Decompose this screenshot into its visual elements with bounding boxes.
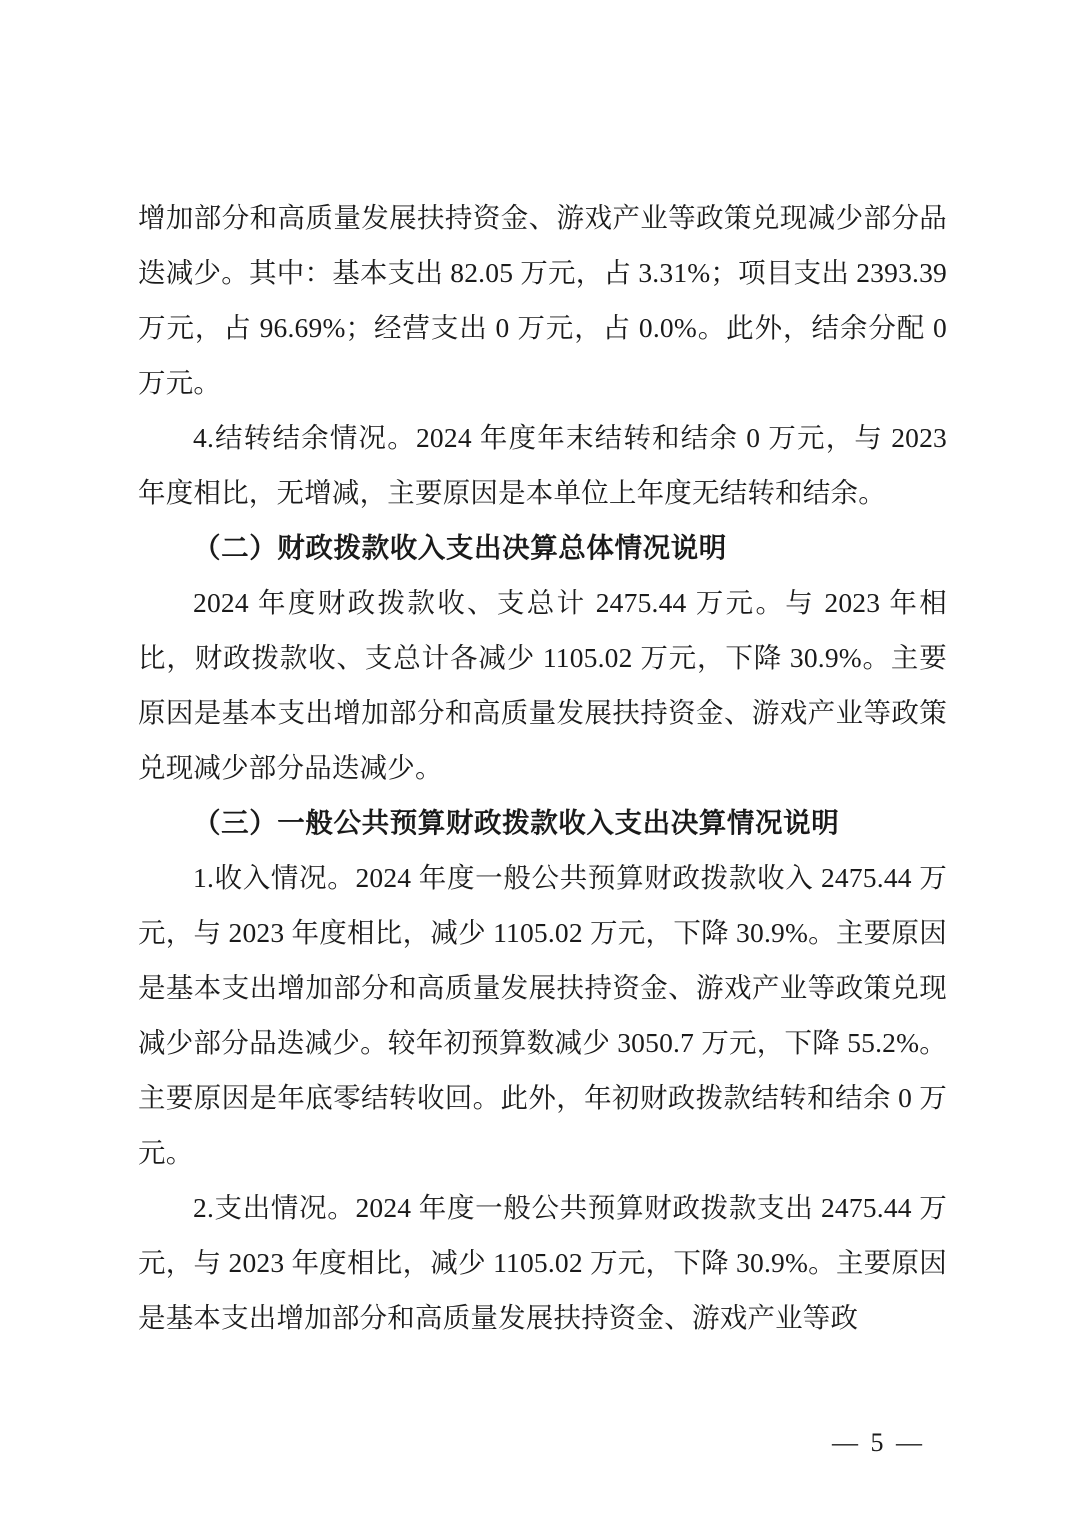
paragraph-income-situation: 1.收入情况。2024 年度一般公共预算财政拨款收入 2475.44 万元，与 2023 年度相比，减少 1105.02 万元，下降 30.9%。主要原因是基本支出增加部分和高质量发展扶持资金、游戏产业等政策兑现减少部分品迭减少。较年初预算数减少 3050.7 万元，下降 55.2%。主要原因是年底零结转收回。此外，年初财政拨款结转和结余 0 万元。: [138, 862, 947, 1168]
paragraph-fiscal-appropriation-overall: 2024 年度财政拨款收、支总计 2475.44 万元。与 2023 年相比，财政拨款收、支总计各减少 1105.02 万元，下降 30.9%。主要原因是基本支出增加部分和高质量发展扶持资金、游戏产业等政策兑现减少部分品迭减少。: [138, 587, 947, 783]
section-heading-general-public-budget: （三）一般公共预算财政拨款收入支出决算情况说明: [193, 807, 840, 838]
paragraph-expenditure-situation: 2.支出情况。2024 年度一般公共预算财政拨款支出 2475.44 万元，与 2023 年度相比，减少 1105.02 万元，下降 30.9%。主要原因是基本支出增加部分和高质量发展扶持资金、游戏产业等政: [138, 1192, 947, 1333]
paragraph-carryover-balance: 4.结转结余情况。2024 年度年末结转和结余 0 万元，与 2023 年度相比，无增减，主要原因是本单位上年度无结转和结余。: [138, 422, 947, 508]
section-heading-fiscal-appropriation-overall: （二）财政拨款收入支出决算总体情况说明: [193, 532, 727, 563]
paragraph-continuation: 增加部分和高质量发展扶持资金、游戏产业等政策兑现减少部分品迭减少。其中：基本支出 82.05 万元，占 3.31%；项目支出 2393.39 万元，占 96.69%；经营支出 0 万元，占 0.0%。此外，结余分配 0 万元。: [138, 202, 947, 398]
page-number: — 5 —: [832, 1428, 925, 1457]
document-body: [138, 190, 947, 1345]
